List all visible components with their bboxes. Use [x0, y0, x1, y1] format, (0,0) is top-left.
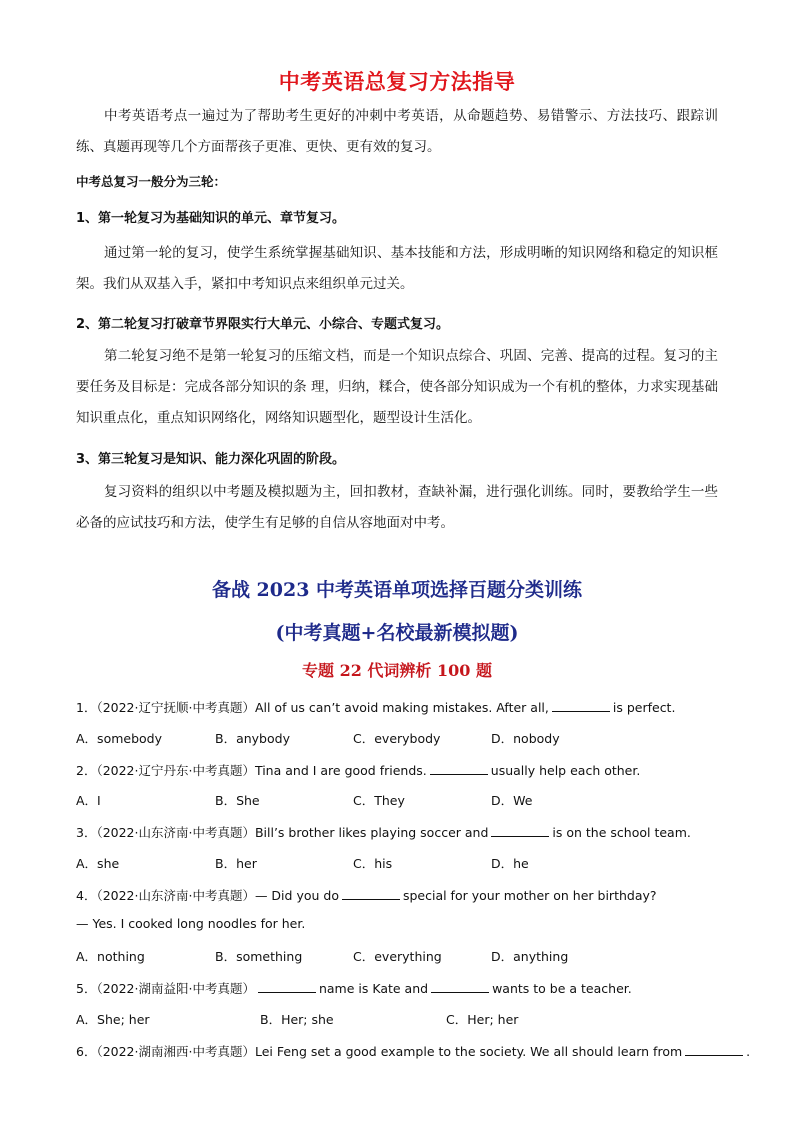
option-d: D．We: [491, 793, 533, 808]
question-text-end: wants to be a teacher.: [492, 981, 632, 996]
option-b: B．She: [215, 793, 260, 808]
option-a: A．I: [76, 793, 101, 808]
option-a: A．she: [76, 856, 120, 871]
answer-blank: [258, 980, 316, 993]
option-c: C．Her; her: [446, 1012, 519, 1027]
option-d: D．anything: [491, 949, 569, 964]
option-b: B．something: [215, 949, 303, 964]
option-a: A．somebody: [76, 731, 162, 746]
question-text: 6．（2022·湖南湘西·中考真题）Lei Feng set a good example to the society. We all should learn from: [76, 1044, 683, 1059]
question-text: 2．（2022·辽宁丹东·中考真题）Tina and I are good friends.: [76, 763, 427, 778]
answer-blank: [491, 824, 549, 837]
option-c: C．everybody: [353, 731, 441, 746]
question-text-end: special for your mother on her birthday?: [402, 888, 657, 903]
option-d: D．nobody: [491, 731, 560, 746]
question-text-end: usually help each other.: [490, 763, 641, 778]
answer-blank: [685, 1043, 743, 1056]
question-6: [76, 1042, 750, 1060]
question-text: 3．（2022·山东济南·中考真题）Bill’s brother likes playing soccer and: [76, 825, 489, 840]
answer-blank: [552, 699, 610, 712]
option-a: A．She; her: [76, 1012, 150, 1027]
question-text-mid: name is Kate and: [318, 981, 429, 996]
round2-text: 第二轮复习绝不是第一轮复习的压缩文档，而是一个知识点综合、巩固、完善、提高的过程。复习的主要任务及目标是：完成各部分知识的条 理，归纳，糅合，使各部分知识成为一个有机的整体，力求实现基础知识重点化，重点知识网络化，网络知识题型化，题型设计生活化。: [76, 348, 718, 426]
round1-text: 通过第一轮的复习，使学生系统掌握基础知识、基本技能和方法，形成明晰的知识网络和稳定的知识框架。我们从双基入手，紧扣中考知识点来组织单元过关。: [76, 245, 718, 292]
question-3: [76, 823, 691, 841]
option-a: A．nothing: [76, 949, 145, 964]
answer-blank: [430, 762, 488, 775]
exercise-subtitle-source: (中考真题+名校最新模拟题): [275, 622, 519, 644]
option-b: B．Her; she: [260, 1012, 334, 1027]
topic-title: 专题 22 代词辨析 100 题: [302, 661, 492, 680]
option-c: C．his: [353, 856, 393, 871]
question-text-end: is perfect.: [612, 700, 676, 715]
round3-text: 复习资料的组织以中考题及模拟题为主，回扣教材，查缺补漏，进行强化训练。同时，要教给学生一些必备的应试技巧和方法，使学生有足够的自信从容地面对中考。: [76, 484, 718, 531]
question-text: 5．（2022·湖南益阳·中考真题）: [76, 981, 255, 996]
question-text-end: is on the school team.: [552, 825, 691, 840]
exercise-title: 备战 2023 中考英语单项选择百题分类训练: [211, 579, 583, 601]
question-5: [76, 979, 632, 997]
question-4-reply: — Yes. I cooked long noodles for her.: [76, 916, 306, 931]
guide-intro: 中考英语考点一遍过为了帮助考生更好的冲刺中考英语，从命题趋势、易错警示、方法技巧、跟踪训练、真题再现等几个方面帮孩子更准、更快、更有效的复习。: [76, 108, 718, 155]
question-2: [76, 761, 640, 779]
option-c: C．They: [353, 793, 405, 808]
question-4: [76, 886, 657, 904]
option-c: C．everything: [353, 949, 442, 964]
question-1: [76, 698, 675, 716]
option-b: B．her: [215, 856, 257, 871]
rounds-heading: 中考总复习一般分为三轮：: [76, 174, 227, 189]
round3-heading: 3、第三轮复习是知识、能力深化巩固的阶段。: [76, 452, 346, 467]
guide-title: 中考英语总复习方法指导: [278, 70, 516, 94]
round2-heading: 2、第二轮复习打破章节界限实行大单元、小综合、专题式复习。: [76, 317, 450, 332]
option-d: D．he: [491, 856, 529, 871]
question-text: 4．（2022·山东济南·中考真题）— Did you do: [76, 888, 339, 903]
option-b: B．anybody: [215, 731, 290, 746]
answer-blank: [431, 980, 489, 993]
round1-heading: 1、第一轮复习为基础知识的单元、章节复习。: [76, 211, 346, 226]
question-text: 1．（2022·辽宁抚顺·中考真题）All of us can’t avoid making mistakes. After all,: [76, 700, 549, 715]
question-text-end: .: [746, 1044, 751, 1059]
answer-blank: [342, 887, 400, 900]
